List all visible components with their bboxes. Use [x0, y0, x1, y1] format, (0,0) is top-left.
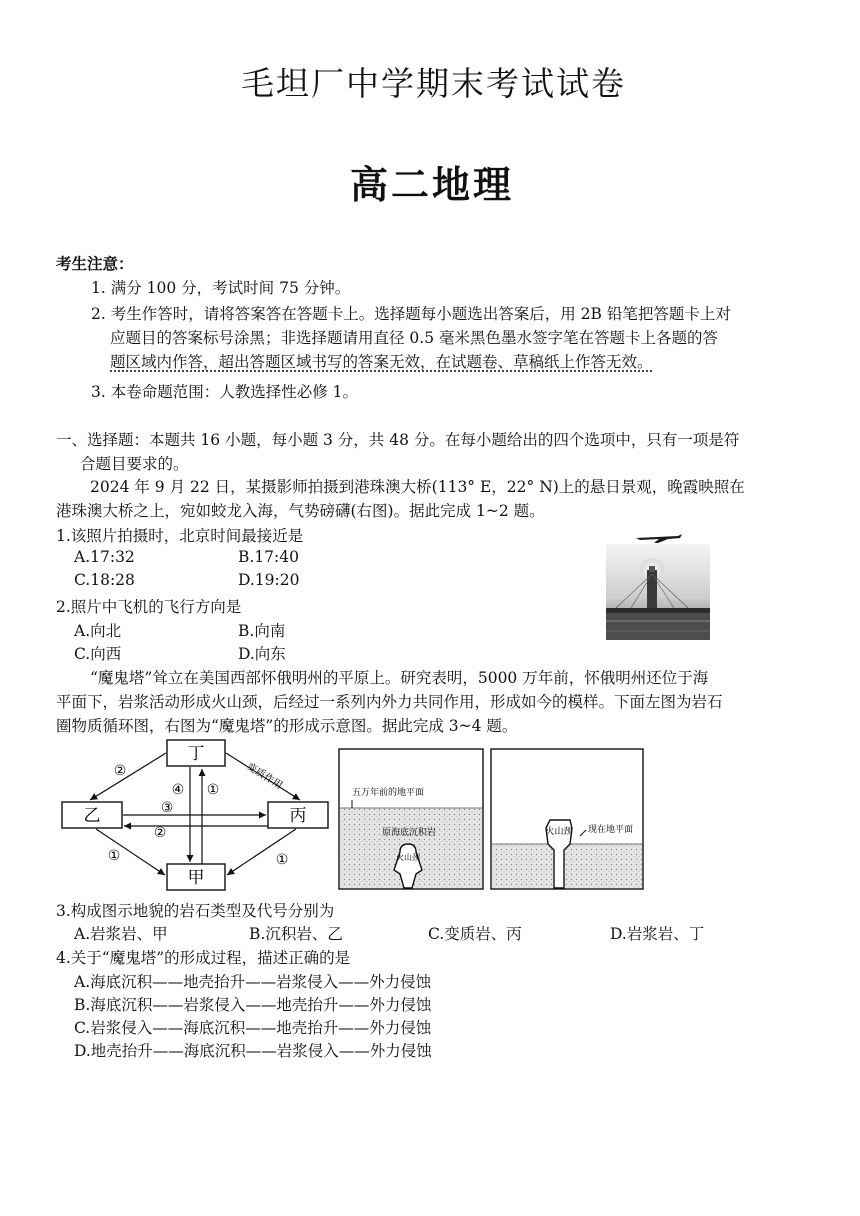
q4-option-a: A.海底沉积——地壳抬升——岩浆侵入——外力侵蚀: [74, 973, 432, 991]
label-sediment-rock: 原海底沉积岩: [382, 828, 437, 838]
label-circle-2-top: ②: [113, 763, 127, 779]
bridge-photo: [606, 530, 710, 640]
notice-item-2: 2. 考生作答时，请将答案答在答题卡上。选择题每小题选出答案后，用 2B 铅笔把答题卡上对: [91, 305, 731, 323]
label-circle-2-mid: ②: [153, 825, 167, 841]
q1-option-a: A.17:32: [74, 548, 135, 566]
q3-option-b: B.沉积岩、乙: [249, 925, 343, 943]
q4-stem: 4.关于“魔鬼塔”的形成过程，描述正确的是: [56, 949, 351, 967]
label-current-ground: 现在地平面: [588, 825, 634, 835]
label-neck-left: 火山颈: [396, 853, 420, 862]
node-left-label: 乙: [83, 806, 101, 826]
q1-option-b: B.17:40: [238, 548, 299, 566]
passage1-line1: 2024 年 9 月 22 日，某摄影师拍摄到港珠澳大桥(113° E，22° N)上的悬日景观，晚霞映照在: [90, 478, 745, 496]
label-ancient-ground: 五万年前的地平面: [352, 788, 425, 798]
q3-option-d: D.岩浆岩、丁: [610, 925, 705, 943]
node-right-label: 丙: [289, 806, 307, 826]
q2-option-c: C.向西: [74, 645, 122, 663]
q3-option-a: A.岩浆岩、甲: [74, 925, 168, 943]
notice-item-1: 1. 满分 100 分，考试时间 75 分钟。: [91, 279, 351, 297]
passage2-line1: “魔鬼塔”耸立在美国西部怀俄明州的平原上。研究表明，5000 万年前，怀俄明州还位于海: [90, 669, 709, 687]
node-top-label: 丁: [187, 744, 205, 764]
label-metamorphism: 变质作用: [244, 761, 285, 792]
rock-cycle-diagram: [56, 738, 332, 896]
node-bottom-label: 甲: [187, 868, 205, 888]
q4-option-c: C.岩浆侵入——海底沉积——地壳抬升——外力侵蚀: [74, 1019, 432, 1037]
section-heading: 一、选择题：本题共 16 小题，每小题 3 分，共 48 分。在每小题给出的四个选项中，只有一项是符: [56, 431, 740, 449]
q3-stem: 3.构成图示地貌的岩石类型及代号分别为: [56, 902, 335, 920]
passage2-line3: 圈物质循环图，右图为“魔鬼塔”的形成示意图。据此完成 3~4 题。: [56, 717, 518, 735]
q2-option-a: A.向北: [74, 622, 122, 640]
q1-option-d: D.19:20: [238, 571, 300, 589]
label-circle-3: ③: [160, 800, 174, 816]
section-heading-cont: 合题目要求的。: [80, 455, 189, 473]
passage1-line2: 港珠澳大桥之上，宛如蛟龙入海，气势磅礴(右图)。据此完成 1~2 题。: [56, 502, 545, 520]
q2-option-b: B.向南: [238, 622, 286, 640]
q1-stem: 1.该照片拍摄时，北京时间最接近是: [56, 527, 304, 545]
q3-option-c: C.变质岩、丙: [428, 925, 522, 943]
notice-item-2-emphasis: 题区域内作答，超出答题区域书写的答案无效，在试题卷、草稿纸上作答无效。: [110, 353, 653, 371]
label-circle-1-center: ①: [206, 782, 220, 798]
notice-heading: 考生注意：: [56, 254, 134, 273]
subject-title: 高二地理: [350, 163, 515, 207]
q2-stem: 2.照片中飞机的飞行方向是: [56, 598, 242, 616]
q4-option-d: D.地壳抬升——海底沉积——岩浆侵入——外力侵蚀: [74, 1042, 432, 1060]
label-circle-1-right: ①: [275, 852, 289, 868]
q2-option-d: D.向东: [238, 645, 286, 663]
notice-item-2-cont: 应题目的答案标号涂黑；非选择题请用直径 0.5 毫米黑色墨水签字笔在答题卡上各题的答: [110, 329, 719, 347]
label-circle-4: ④: [171, 782, 185, 798]
label-neck-right: 火山颈: [545, 827, 573, 837]
label-circle-1-left: ①: [107, 848, 121, 864]
formation-panel-now: [490, 748, 644, 890]
q4-option-b: B.海底沉积——岩浆侵入——地壳抬升——外力侵蚀: [74, 996, 432, 1014]
formation-panel-before: [338, 748, 484, 890]
passage2-line2: 平面下，岩浆活动形成火山颈，后经过一系列内外力共同作用，形成如今的模样。下面左图为岩石: [56, 693, 723, 711]
exam-title: 毛坦厂中学期末考试试卷: [241, 64, 626, 103]
q1-option-c: C.18:28: [74, 571, 135, 589]
notice-item-3: 3. 本卷命题范围：人教选择性必修 1。: [91, 383, 359, 401]
